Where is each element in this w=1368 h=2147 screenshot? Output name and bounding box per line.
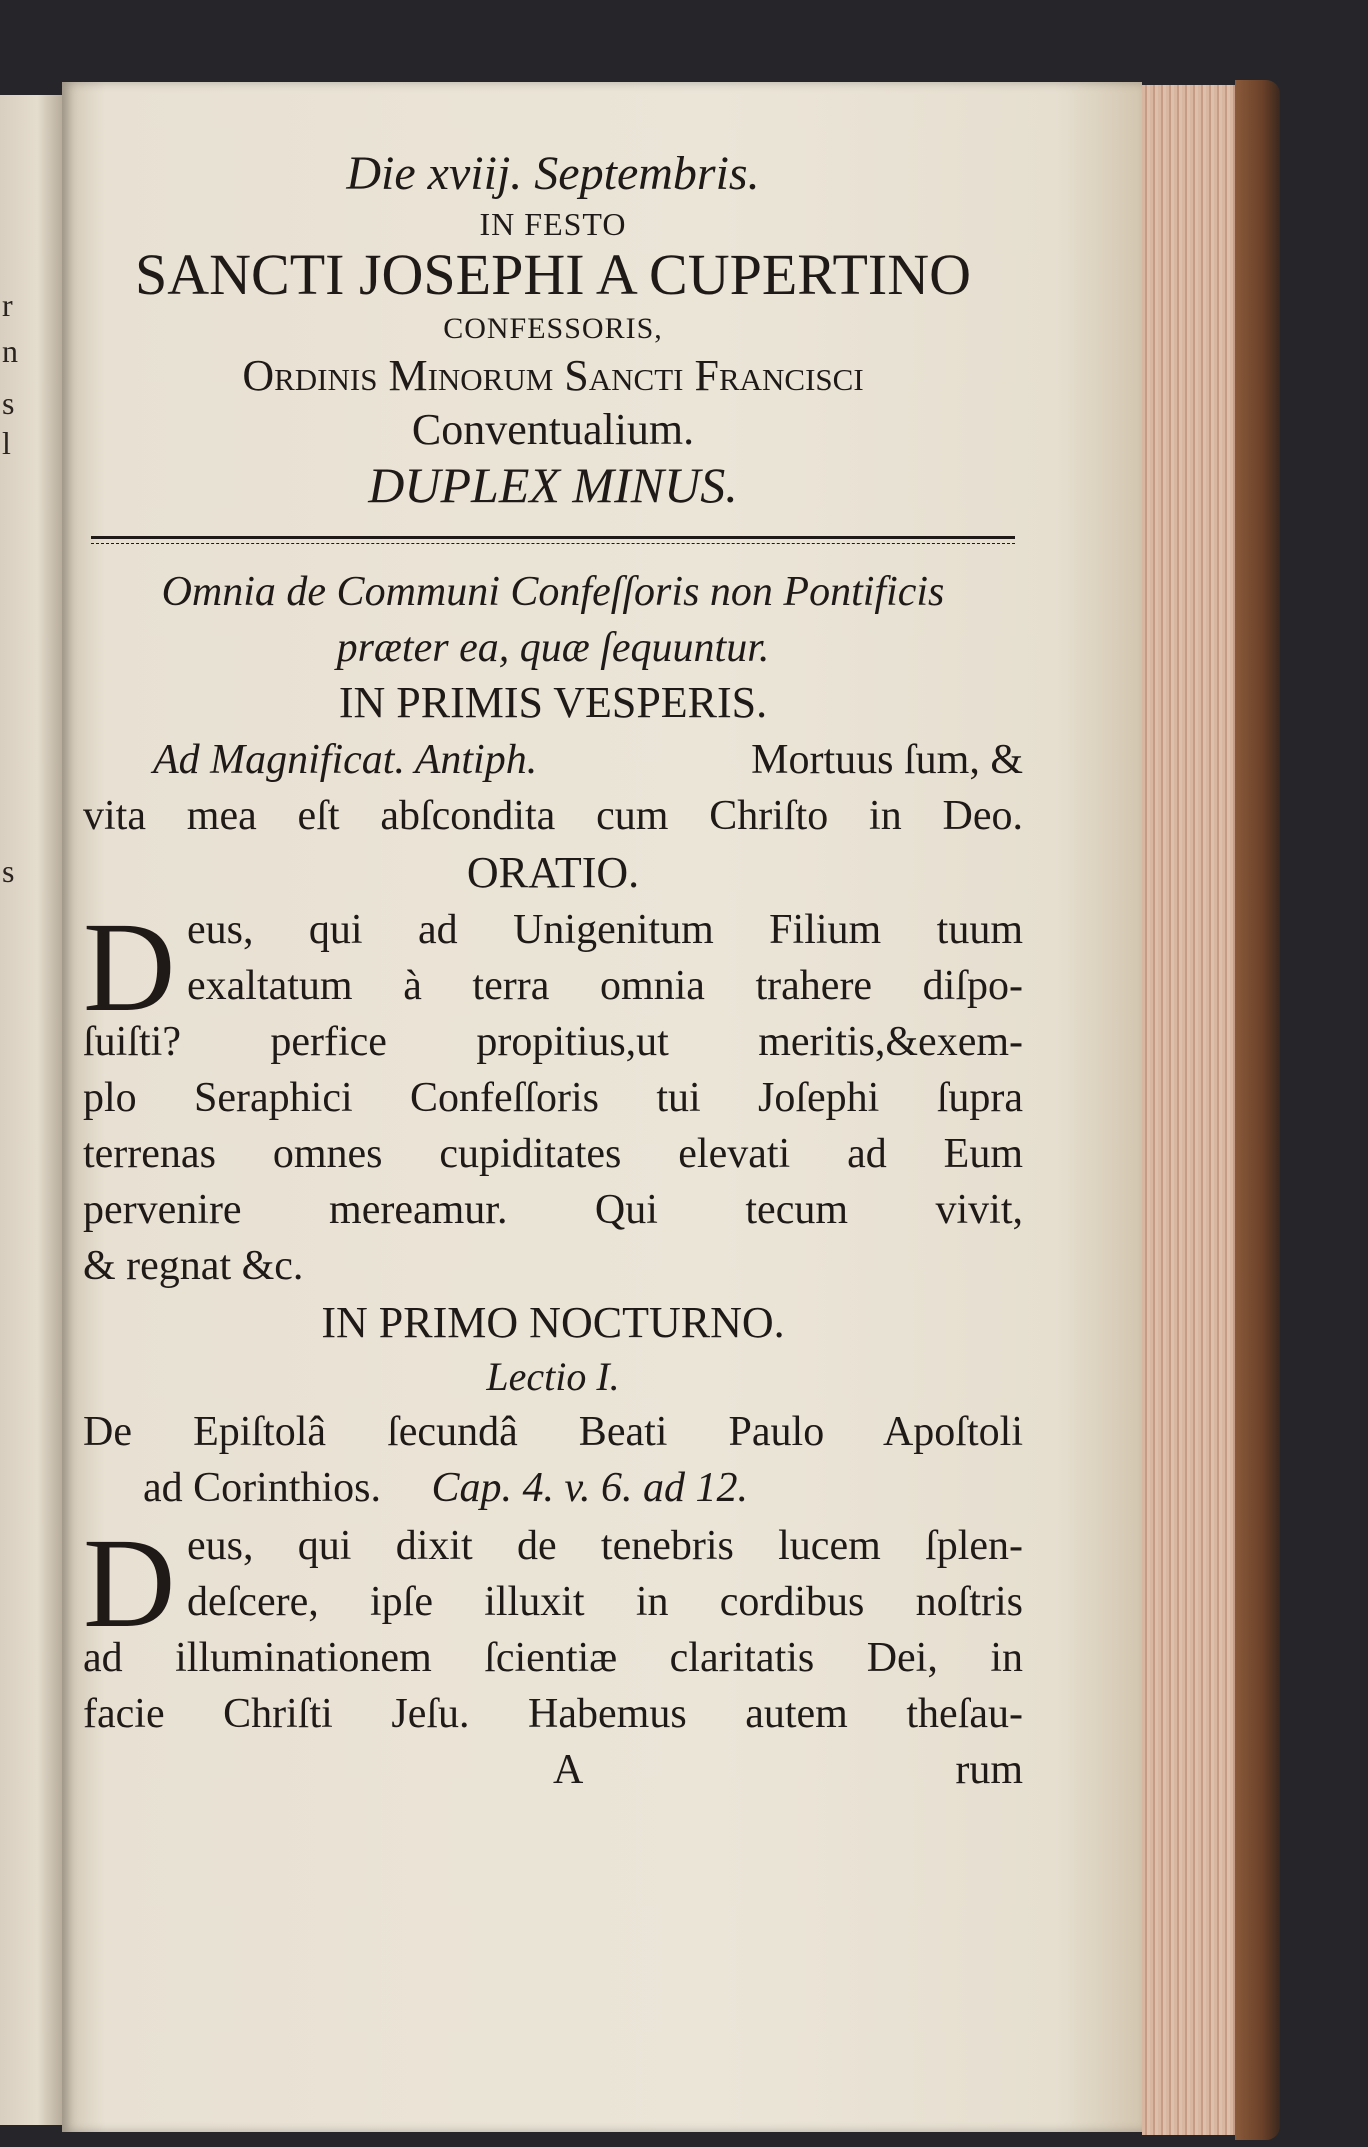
source-book: ad Corinthios. <box>143 1465 381 1511</box>
nocturn-heading: IN PRIMO NOCTURNO. <box>321 1298 785 1347</box>
lectio-source-1: De Epiſtolâ ſecundâ Beati Paulo Apoſtoli <box>83 1409 1023 1455</box>
liturgical-rank: DUPLEX MINUS. <box>368 457 738 513</box>
order-line: Ordinis Minorum Sancti Francisci <box>242 351 864 400</box>
page-text <box>83 147 1023 1793</box>
date-line: Die xviij. Septembris. <box>346 147 760 200</box>
oratio-line: exaltatum à terra omnia trahere diſpo- <box>187 963 1023 1009</box>
margin-fragment: s <box>2 385 15 421</box>
lectio-line: eus, qui dixit de tenebris lucem ſplen- <box>187 1523 1023 1569</box>
oratio-line: ſuiſti? perfice propitius,ut meritis,&exem- <box>83 1019 1023 1065</box>
margin-fragment: l <box>2 425 11 461</box>
oratio-line: eus, qui ad Unigenitum Filium tuum <box>187 907 1023 953</box>
rubric-line-1: Omnia de Communi Confeſſoris non Pontificis <box>161 569 945 615</box>
antiphon-line <box>83 739 1023 781</box>
oratio-line: plo Seraphici Confeſſoris tui Joſephi ſupra <box>83 1075 1023 1121</box>
source-reference: Cap. 4. v. 6. ad 12. <box>431 1465 749 1511</box>
lectio-line: facie Chriſti Jeſu. Habemus autem theſau- <box>83 1691 1023 1737</box>
page-footer <box>83 1749 1023 1793</box>
conventualium: Conventualium. <box>411 405 695 454</box>
margin-fragment: n <box>2 333 18 369</box>
lectio-source-2 <box>83 1467 1023 1509</box>
divider-rule <box>91 536 1015 539</box>
oratio-line: & regnat &c. <box>83 1243 304 1289</box>
in-festo: IN FESTO <box>479 206 627 242</box>
antiphon-text-1: Mortuus ſum, & <box>751 737 1023 783</box>
saint-title: SANCTI JOSEPHI A CUPERTINO <box>134 242 971 307</box>
book-cover <box>1235 80 1280 2140</box>
lectio-heading: Lectio I. <box>486 1354 620 1399</box>
antiphon-label: Ad Magnificat. Antiph. <box>153 737 538 783</box>
vespers-heading: IN PRIMIS VESPERIS. <box>338 678 768 727</box>
oratio-heading: ORATIO. <box>466 848 640 897</box>
lectio-line: deſcere, ipſe illuxit in cordibus noſtris <box>187 1579 1023 1625</box>
lectio-body <box>83 1512 1023 1737</box>
antiphon-text-2: vita mea eſt abſcondita cum Chriſto in Deo. <box>83 793 1023 839</box>
oratio-line: pervenire mereamur. Qui tecum vivit, <box>83 1187 1023 1233</box>
drop-cap: D <box>83 896 176 1038</box>
confessoris: CONFESSORIS, <box>443 312 663 345</box>
oratio-line: terrenas omnes cupiditates elevati ad Eum <box>83 1131 1023 1177</box>
signature-mark: A <box>553 1747 584 1793</box>
margin-fragment: r <box>2 287 13 323</box>
oratio-body <box>83 896 1023 1289</box>
left-page-edge <box>0 95 62 2125</box>
lectio-line: ad illuminationem ſcientiæ claritatis Dei, in <box>83 1635 1023 1681</box>
margin-fragment: s <box>2 853 15 889</box>
catchword: rum <box>955 1747 1023 1793</box>
rubric-line-2: præter ea, quæ ſequuntur. <box>336 625 770 671</box>
drop-cap: D <box>83 1512 176 1654</box>
